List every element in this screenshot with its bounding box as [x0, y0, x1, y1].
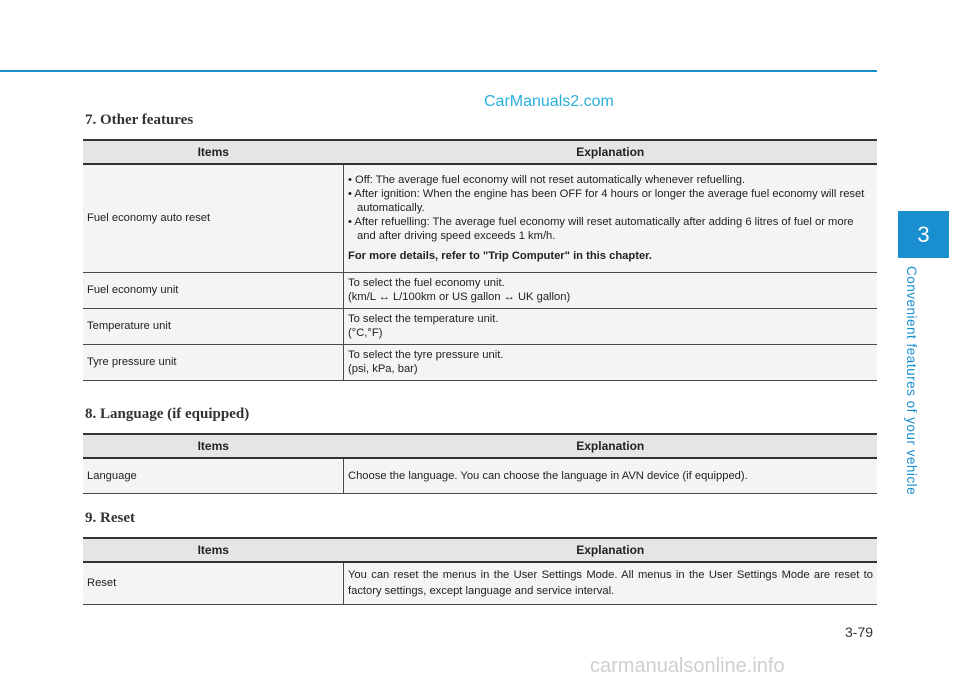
other-features-table [83, 139, 877, 381]
header-rule [0, 70, 877, 72]
table-row [83, 344, 877, 380]
explanation-cell [344, 272, 878, 308]
explanation-cell: You can reset the menus in the User Settings Mode. All menus in the User Settings Mode are reset to factory settings, except language and service interval. [344, 562, 878, 604]
bullet-text: • Off: The average fuel economy will not reset automatically whenever refuelling. [348, 174, 746, 187]
explanation-cell [344, 344, 878, 380]
items-header: Items [83, 140, 344, 164]
item-cell: Language [83, 458, 344, 493]
explanation-line: To select the fuel economy unit. [348, 277, 505, 289]
explanation-cell [344, 164, 878, 272]
explanation-cell [344, 308, 878, 344]
chapter-title: Convenient features of your vehicle [904, 266, 919, 496]
reset-table [83, 537, 877, 605]
explanation-line: (km/L ↔ L/100km or US gallon ↔ UK gallon) [348, 291, 571, 303]
table-header-row [83, 434, 877, 458]
bullet-text: • After refuelling: The average fuel economy will reset automatically after adding 6 litres of fuel or more and after driving speed exceeds 1 km/h. [348, 216, 854, 243]
item-cell: Fuel economy auto reset [83, 164, 344, 272]
table-row [83, 562, 877, 604]
section-title-other-features: 7. Other features [85, 112, 194, 128]
explanation-header: Explanation [344, 434, 878, 458]
table-header-row [83, 140, 877, 164]
bullet-text: • After ignition: When the engine has been OFF for 4 hours or longer the average fuel economy will reset automatically. [348, 188, 865, 215]
items-header: Items [83, 538, 344, 562]
explanation-header: Explanation [344, 140, 878, 164]
table-row [83, 308, 877, 344]
explanation-line: (psi, kPa, bar) [348, 363, 418, 375]
item-cell: Tyre pressure unit [83, 344, 344, 380]
explanation-line: To select the temperature unit. [348, 313, 499, 325]
language-table [83, 433, 877, 494]
item-cell: Reset [83, 562, 344, 604]
item-cell: Temperature unit [83, 308, 344, 344]
reference-note: For more details, refer to "Trip Computer" in this chapter. [348, 250, 653, 263]
explanation-line: (°C,°F) [348, 327, 383, 339]
table-header-row [83, 538, 877, 562]
watermark-bottom: carmanualsonline.info [590, 655, 785, 677]
items-header: Items [83, 434, 344, 458]
chapter-tab: 3 [898, 211, 949, 258]
watermark-top: CarManuals2.com [484, 93, 614, 110]
section-title-language: 8. Language (if equipped) [85, 406, 250, 422]
explanation-line: To select the tyre pressure unit. [348, 349, 504, 361]
table-row [83, 458, 877, 493]
explanation-header: Explanation [344, 538, 878, 562]
table-row [83, 272, 877, 308]
explanation-cell: Choose the language. You can choose the language in AVN device (if equipped). [344, 458, 878, 493]
section-title-reset: 9. Reset [85, 510, 135, 526]
item-cell: Fuel economy unit [83, 272, 344, 308]
page-number: 3-79 [845, 624, 874, 640]
table-row [83, 164, 877, 272]
